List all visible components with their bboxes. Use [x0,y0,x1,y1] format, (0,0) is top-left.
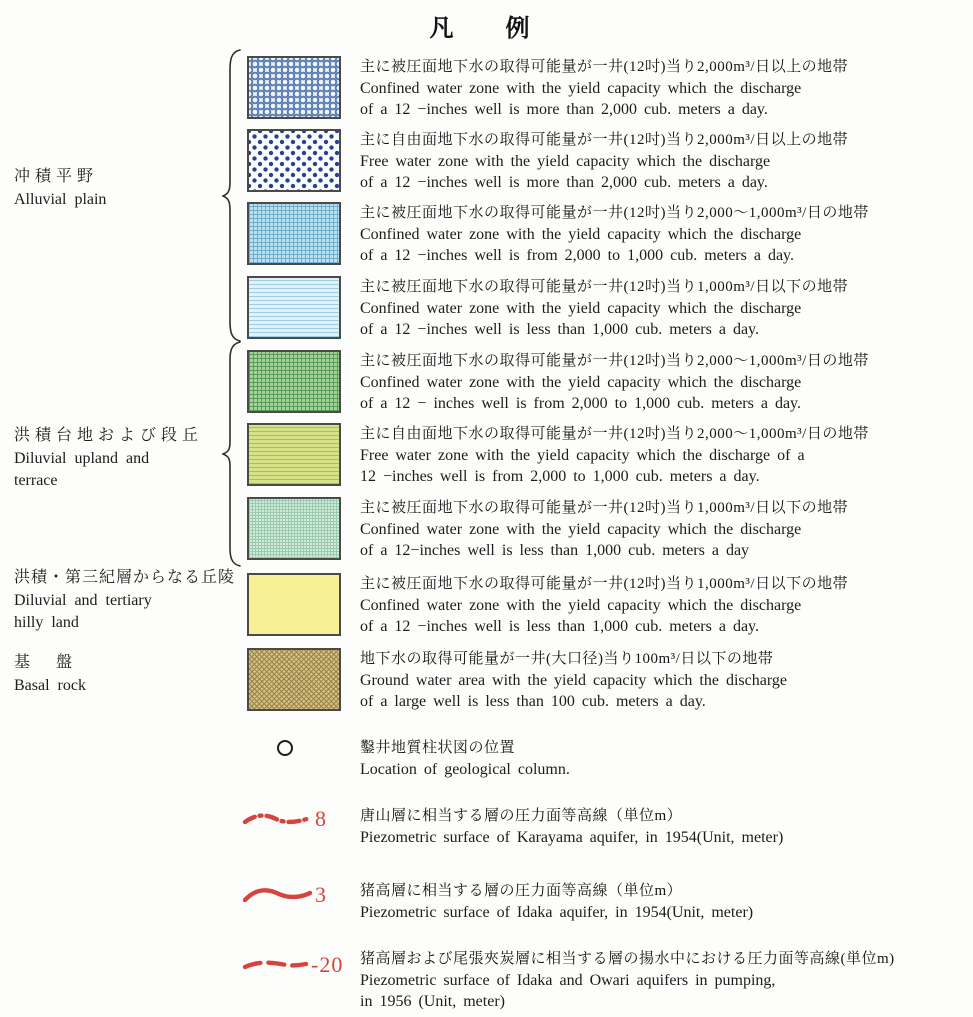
group-label-diluvial-upland [14,424,203,492]
alluvial-group-brace [222,48,242,344]
legend-row [360,948,973,1012]
contour-desc-en: Piezometric surface of Idaka aquifer, in 1954(Unit, meter) [360,904,754,921]
zone-desc-en: of a 12 −inches well is more than 2,000 cub. meters a day. [360,101,768,118]
group-label-alluvial-plain [14,165,106,211]
zone-desc-en: Confined water zone with the yield capacity which the discharge [360,226,802,243]
legend-row [247,129,973,193]
well-location-circle-icon [277,740,293,756]
group-label-jp: 冲積平野 [14,168,99,185]
green-grid-swatch [247,350,341,413]
zone-desc-en: of a large well is less than 100 cub. meters a day. [360,693,706,710]
diluvial-group-brace [222,340,242,570]
point-desc-en: Location of geological column. [360,761,570,778]
zone-desc-en: Confined water zone with the yield capacity which the discharge [360,597,802,614]
wavy-red-line-icon [242,882,314,908]
zone-desc-en: Confined water zone with the yield capacity which the discharge [360,300,802,317]
contour-desc-jp: 唐山層に相当する層の圧力面等高線（単位m） [360,808,683,824]
yellow-swatch [247,573,341,636]
legend-row [247,573,973,637]
dash-dot-red-line-icon [242,806,314,832]
zone-desc-en: Confined water zone with the yield capacity which the discharge [360,521,802,538]
zone-desc-jp: 主に被圧面地下水の取得可能量が一井(12吋)当り2,000～1,000m³/日の地帯 [360,353,869,369]
legend-row [247,648,973,712]
zone-desc-jp: 地下水の取得可能量が一井(大口径)当り100m³/日以下の地帯 [360,651,774,667]
dashed-red-line-symbol [242,952,342,978]
zone-desc-en: Confined water zone with the yield capacity which the discharge [360,374,802,391]
point-desc-jp: 鑿井地質柱状図の位置 [360,740,516,756]
zone-desc-en: Free water zone with the yield capacity which the discharge of a [360,447,805,464]
zone-desc-en: 12 −inches well is from 2,000 to 1,000 cub. meters a day. [360,468,760,485]
legend-row [247,276,973,340]
zone-desc-en: Ground water area with the yield capacity which the discharge [360,672,787,689]
contour-desc-jp: 猪高層および尾張夾炭層に相当する層の揚水中における圧力面等高線(単位m) [360,951,895,967]
zone-desc-en: of a 12 −inches well is less than 1,000 cub. meters a day. [360,321,760,338]
legend-row [360,737,973,780]
group-label-jp: 洪積台地および段丘 [14,427,204,444]
zone-desc-en: of a 12 − inches well is from 2,000 to 1,000 cub. meters a day. [360,395,802,412]
zone-desc-jp: 主に自由面地下水の取得可能量が一井(12吋)当り2,000m³/日以上の地帯 [360,132,849,148]
dash-dot-red-line-symbol [242,806,342,832]
blue-grid-swatch [247,202,341,265]
group-label-en: hilly land [14,614,79,631]
group-label-en: terrace [14,472,58,489]
group-label-basal-rock [14,651,86,697]
contour-desc-jp: 猪高層に相当する層の圧力面等高線（単位m） [360,883,683,899]
ring-pattern-swatch [247,56,341,119]
group-label-en: Diluvial and tertiary [14,592,152,609]
legend-row [247,56,973,120]
tan-hatch-swatch [247,648,341,711]
contour-desc-en: Piezometric surface of Idaka and Owari aquifers in pumping, [360,972,776,989]
zone-desc-jp: 主に被圧面地下水の取得可能量が一井(12吋)当り1,000m³/日以下の地帯 [360,576,849,592]
contour-value: -20 [311,952,344,977]
zone-desc-en: of a 12−inches well is less than 1,000 cub. meters a day [360,542,750,559]
zone-desc-en: Confined water zone with the yield capacity which the discharge [360,80,802,97]
zone-desc-jp: 主に被圧面地下水の取得可能量が一井(12吋)当り1,000m³/日以下の地帯 [360,279,849,295]
zone-desc-en: Free water zone with the yield capacity which the discharge [360,153,771,170]
group-label-en: Diluvial upland and [14,450,150,467]
legend-row [360,805,973,848]
contour-desc-en: Piezometric surface of Karayama aquifer, in 1954(Unit, meter) [360,829,784,846]
contour-desc-en: in 1956 (Unit, meter) [360,993,505,1010]
legend-row [247,350,973,414]
lightblue-lines-swatch [247,276,341,339]
legend-row [360,880,973,923]
legend-title: 凡 例 [429,16,544,42]
yellowgreen-lines-swatch [247,423,341,486]
group-label-hilly-land [14,566,235,634]
group-label-en: Basal rock [14,677,86,694]
zone-desc-en: of a 12 −inches well is less than 1,000 cub. meters a day. [360,618,760,635]
contour-value: 8 [315,806,327,831]
zone-desc-jp: 主に被圧面地下水の取得可能量が一井(12吋)当り2,000m³/日以上の地帯 [360,59,849,75]
legend-row [247,202,973,266]
group-label-en: Alluvial plain [14,191,107,208]
legend-row [247,423,973,487]
zone-desc-jp: 主に被圧面地下水の取得可能量が一井(12吋)当り1,000m³/日以下の地帯 [360,500,849,516]
group-label-jp: 洪積・第三紀層からなる丘陵 [14,569,236,586]
group-label-jp: 基 盤 [14,654,78,671]
dashed-red-line-icon [242,952,310,978]
zone-desc-en: of a 12 −inches well is more than 2,000 cub. meters a day. [360,174,768,191]
contour-value: 3 [315,882,327,907]
legend-row [247,497,973,561]
dot-pattern-swatch [247,129,341,192]
zone-desc-en: of a 12 −inches well is from 2,000 to 1,000 cub. meters a day. [360,247,795,264]
zone-desc-jp: 主に自由面地下水の取得可能量が一井(12吋)当り2,000～1,000m³/日の地帯 [360,426,869,442]
palegreen-grid-swatch [247,497,341,560]
wavy-red-line-symbol [242,882,342,908]
zone-desc-jp: 主に被圧面地下水の取得可能量が一井(12吋)当り2,000～1,000m³/日の地帯 [360,205,869,221]
